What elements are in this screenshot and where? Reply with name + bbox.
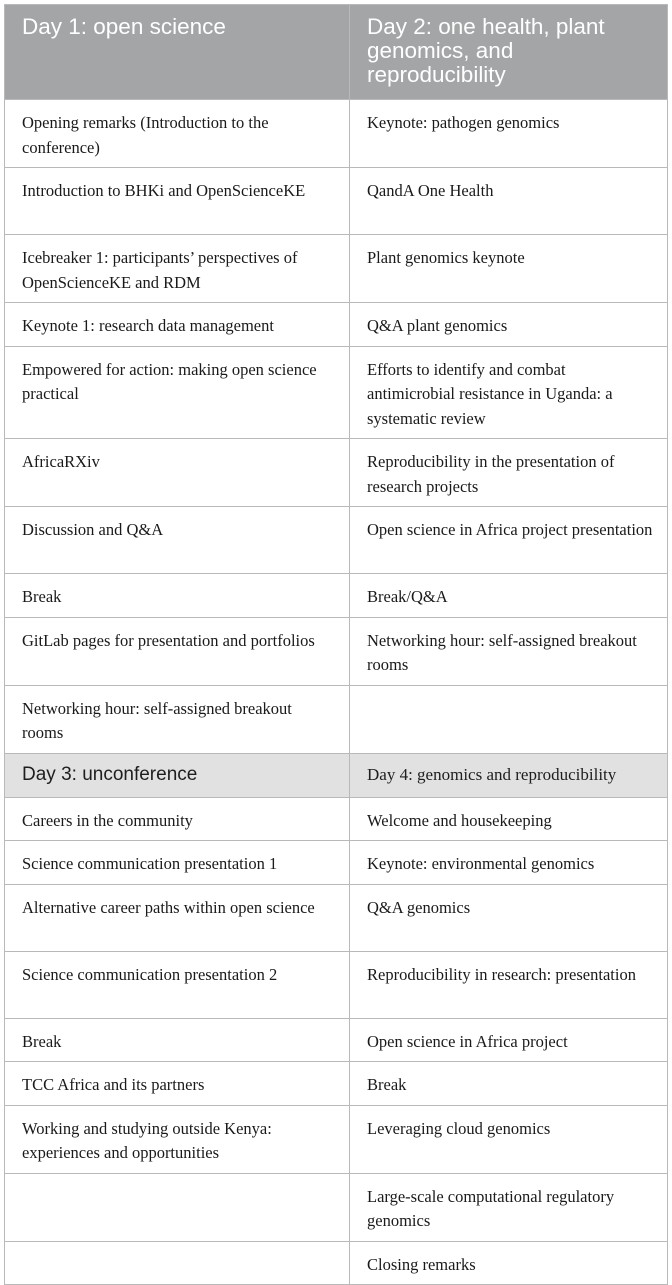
table-row	[5, 1018, 668, 1062]
table-cell: Keynote 1: research data management	[5, 303, 350, 347]
table-cell: Efforts to identify and combat antimicrobial resistance in Uganda: a systematic review	[350, 346, 668, 439]
table-row	[5, 235, 668, 303]
table-row	[5, 346, 668, 439]
table-cell: Welcome and housekeeping	[350, 797, 668, 841]
table-row	[5, 685, 668, 753]
table-row	[5, 1105, 668, 1173]
table-cell: AfricaRXiv	[5, 439, 350, 507]
table-cell	[5, 1173, 350, 1241]
table-cell: Networking hour: self-assigned breakout rooms	[5, 685, 350, 753]
table-cell: Working and studying outside Kenya: experiences and opportunities	[5, 1105, 350, 1173]
table-row	[5, 1241, 668, 1285]
table-row	[5, 841, 668, 885]
table-cell: QandA One Health	[350, 168, 668, 235]
table-row	[5, 951, 668, 1018]
header-day-1: Day 1: open science	[5, 5, 350, 100]
table-row	[5, 100, 668, 168]
table-row	[5, 574, 668, 618]
table-cell: Q&A plant genomics	[350, 303, 668, 347]
table-cell: Networking hour: self-assigned breakout rooms	[350, 617, 668, 685]
table-cell	[350, 685, 668, 753]
table-cell: Keynote: environmental genomics	[350, 841, 668, 885]
header-day-4: Day 4: genomics and reproducibility	[350, 753, 668, 797]
table-cell: Opening remarks (Introduction to the conference)	[5, 100, 350, 168]
table-cell: Careers in the community	[5, 797, 350, 841]
table-cell: Alternative career paths within open science	[5, 884, 350, 951]
table-row	[5, 168, 668, 235]
header-day-3: Day 3: unconference	[5, 753, 350, 797]
table-cell: Open science in Africa project presentation	[350, 507, 668, 574]
table-cell: Break	[5, 574, 350, 618]
table-cell: Keynote: pathogen genomics	[350, 100, 668, 168]
table-row	[5, 303, 668, 347]
table-cell: Empowered for action: making open science practical	[5, 346, 350, 439]
table-cell: Closing remarks	[350, 1241, 668, 1285]
table-cell: Large-scale computational regulatory genomics	[350, 1173, 668, 1241]
table-row	[5, 797, 668, 841]
table-cell: GitLab pages for presentation and portfolios	[5, 617, 350, 685]
table-cell: Break/Q&A	[350, 574, 668, 618]
table-cell: Introduction to BHKi and OpenScienceKE	[5, 168, 350, 235]
table-row	[5, 507, 668, 574]
table-cell: Leveraging cloud genomics	[350, 1105, 668, 1173]
header-day-2: Day 2: one health, plant genomics, and reproducibility	[350, 5, 668, 100]
table-row	[5, 617, 668, 685]
table-cell: Science communication presentation 1	[5, 841, 350, 885]
table-row	[5, 1173, 668, 1241]
agenda-table	[4, 4, 668, 1285]
table-cell: Reproducibility in the presentation of research projects	[350, 439, 668, 507]
table-row	[5, 884, 668, 951]
table-cell: Plant genomics keynote	[350, 235, 668, 303]
table-row	[5, 1062, 668, 1106]
table-row	[5, 439, 668, 507]
table-cell: Science communication presentation 2	[5, 951, 350, 1018]
table-cell: Break	[350, 1062, 668, 1106]
table-cell: Icebreaker 1: participants’ perspectives of OpenScienceKE and RDM	[5, 235, 350, 303]
table-cell: Discussion and Q&A	[5, 507, 350, 574]
table-cell: Break	[5, 1018, 350, 1062]
table-cell: TCC Africa and its partners	[5, 1062, 350, 1106]
subheader-row	[5, 753, 668, 797]
table-cell: Open science in Africa project	[350, 1018, 668, 1062]
table-cell: Reproducibility in research: presentation	[350, 951, 668, 1018]
table-cell: Q&A genomics	[350, 884, 668, 951]
table-cell	[5, 1241, 350, 1285]
